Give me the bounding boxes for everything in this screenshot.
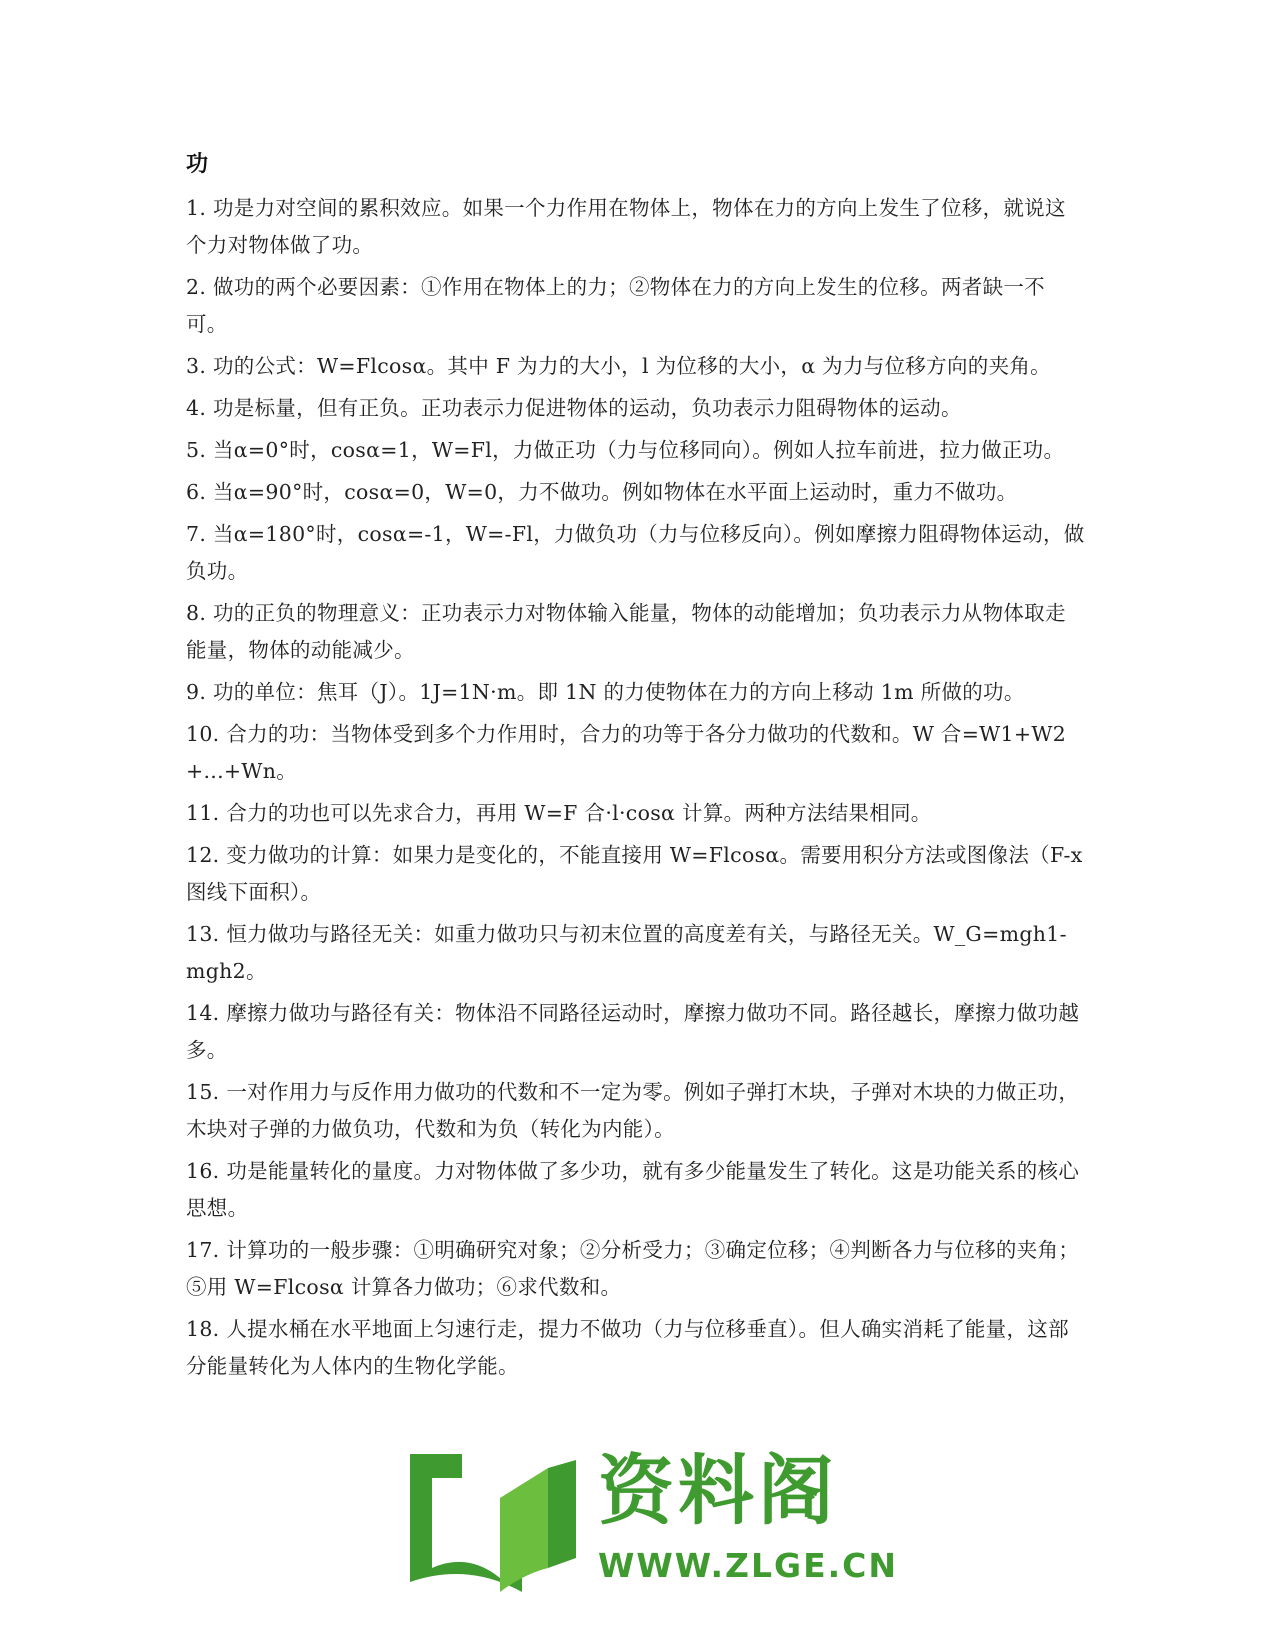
list-item: 1. 功是力对空间的累积效应。如果一个力作用在物体上，物体在力的方向上发生了位移，就说这个力对物体做了功。 (186, 196, 1066, 257)
list-item: 13. 恒力做功与路径无关：如重力做功只与初末位置的高度差有关，与路径无关。W_G=mgh1-mgh2。 (186, 922, 1067, 983)
list-item: 12. 变力做功的计算：如果力是变化的，不能直接用 W=Flcosα。需要用积分方法或图像法（F-x 图线下面积）。 (186, 843, 1083, 904)
list-item: 6. 当α=90°时，cosα=0，W=0，力不做功。例如物体在水平面上运动时，重力不做功。 (186, 480, 1018, 504)
list-item: 4. 功是标量，但有正负。正功表示力促进物体的运动，负功表示力阻碍物体的运动。 (186, 396, 962, 420)
watermark (398, 1440, 899, 1600)
list-item: 7. 当α=180°时，cosα=-1，W=-Fl，力做负功（力与位移反向）。例如摩擦力阻碍物体运动，做负功。 (186, 522, 1085, 583)
list-item: 2. 做功的两个必要因素：①作用在物体上的力；②物体在力的方向上发生的位移。两者缺一不可。 (186, 275, 1045, 336)
open-book-folder-icon (398, 1440, 588, 1600)
document-content (186, 150, 1086, 1390)
list-item: 5. 当α=0°时，cosα=1，W=Fl，力做正功（力与位移同向）。例如人拉车前进，拉力做正功。 (186, 438, 1065, 462)
watermark-brand: 资料阁 (598, 1446, 838, 1535)
list-item: 16. 功是能量转化的量度。力对物体做了多少功，就有多少能量发生了转化。这是功能关系的核心思想。 (186, 1159, 1080, 1220)
list-item: 10. 合力的功：当物体受到多个力作用时，合力的功等于各分力做功的代数和。W 合=W1+W2+...+Wn。 (186, 722, 1067, 783)
list-item: 15. 一对作用力与反作用力做功的代数和不一定为零。例如子弹打木块，子弹对木块的力做正功，木块对子弹的力做负功，代数和为负（转化为内能）。 (186, 1080, 1080, 1141)
items-list (186, 190, 1086, 1385)
list-item: 18. 人提水桶在水平地面上匀速行走，提力不做功（力与位移垂直）。但人确实消耗了能量，这部分能量转化为人体内的生物化学能。 (186, 1317, 1069, 1378)
watermark-url: WWW.ZLGE.CN (598, 1546, 899, 1585)
list-item: 8. 功的正负的物理意义：正功表示力对物体输入能量，物体的动能增加；负功表示力从物体取走能量，物体的动能减少。 (186, 601, 1066, 662)
list-item: 3. 功的公式：W=Flcosα。其中 F 为力的大小，l 为位移的大小，α 为力与位移方向的夹角。 (186, 354, 1051, 378)
list-item: 11. 合力的功也可以先求合力，再用 W=F 合·l·cosα 计算。两种方法结果相同。 (186, 801, 932, 825)
document-title: 功 (186, 152, 209, 177)
list-item: 14. 摩擦力做功与路径有关：物体沿不同路径运动时，摩擦力做功不同。路径越长，摩擦力做功越多。 (186, 1001, 1080, 1062)
list-item: 9. 功的单位：焦耳（J）。1J=1N·m。即 1N 的力使物体在力的方向上移动 1m 所做的功。 (186, 680, 1025, 704)
list-item: 17. 计算功的一般步骤：①明确研究对象；②分析受力；③确定位移；④判断各力与位移的夹角；⑤用 W=Flcosα 计算各力做功；⑥求代数和。 (186, 1238, 1080, 1299)
